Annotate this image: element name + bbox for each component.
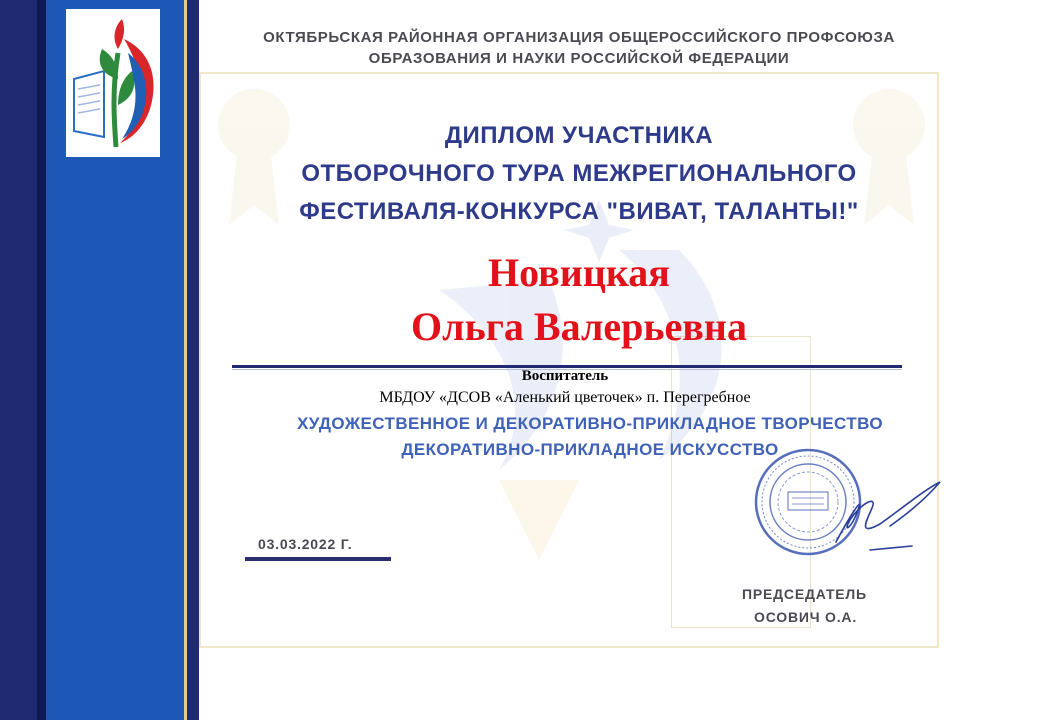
diploma-title xyxy=(212,117,946,231)
official-seal-and-signature xyxy=(740,446,950,566)
recipient-surname: Новицкая xyxy=(488,250,670,295)
signatory-name: ОСОВИЧ О.А. xyxy=(754,609,858,625)
diploma-title-line-3: ФЕСТИВАЛЯ-КОНКУРСА "ВИВАТ, ТАЛАНТЫ!" xyxy=(299,198,859,225)
union-logo xyxy=(66,9,160,157)
recipient-given-names: Ольга Валерьевна xyxy=(411,304,747,349)
category-line-1: ХУДОЖЕСТВЕННОЕ И ДЕКОРАТИВНО-ПРИКЛАДНОЕ ТВОРЧЕСТВО xyxy=(297,414,883,433)
stamp-icon xyxy=(756,450,860,554)
organization-line-1: ОКТЯБРЬСКАЯ РАЙОННАЯ ОРГАНИЗАЦИЯ ОБЩЕРОССИЙСКОГО ПРОФСОЮЗА xyxy=(263,29,895,46)
left-band-edge xyxy=(37,0,46,720)
issue-date: 03.03.2022 Г. xyxy=(258,536,353,552)
date-underline xyxy=(245,557,391,561)
recipient-name xyxy=(212,246,946,354)
organization-header xyxy=(212,27,946,69)
recipient-position: Воспитатель xyxy=(521,368,609,384)
recipient-institution: МБДОУ «ДСОВ «Аленький цветочек» п. Перегребное xyxy=(379,389,751,406)
union-logo-icon xyxy=(66,9,160,157)
signature-icon xyxy=(836,482,940,550)
diploma-title-line-2: ОТБОРОЧНОГО ТУРА МЕЖРЕГИОНАЛЬНОГО xyxy=(301,160,857,187)
left-band-gold-line xyxy=(184,0,187,720)
signatory-title: ПРЕДСЕДАТЕЛЬ xyxy=(742,586,867,602)
organization-line-2: ОБРАЗОВАНИЯ И НАУКИ РОССИЙСКОЙ ФЕДЕРАЦИИ xyxy=(368,50,790,67)
category-line-2: ДЕКОРАТИВНО-ПРИКЛАДНОЕ ИСКУССТВО xyxy=(401,440,779,459)
diploma-title-line-1: ДИПЛОМ УЧАСТНИКА xyxy=(444,122,714,149)
